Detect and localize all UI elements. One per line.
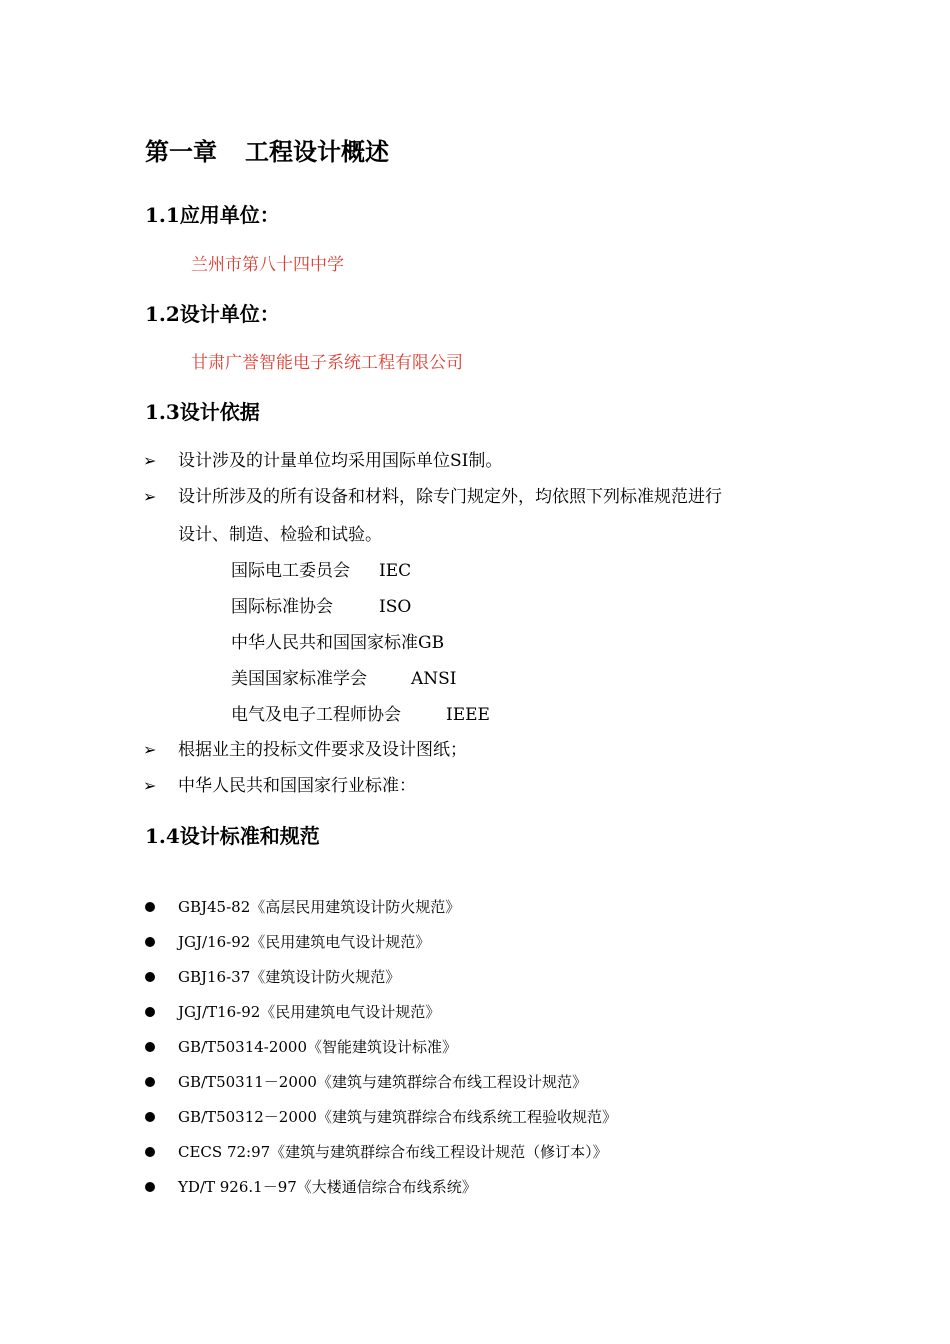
standard-org-code: GB [418, 633, 445, 653]
reference-item: GB/T50314-2000《智能建筑设计标准》 [178, 1038, 458, 1056]
basis-item-1: 设计涉及的计量单位均采用国际单位SI制。 [178, 451, 503, 471]
standard-org-code: IEEE [446, 705, 490, 725]
bullet-dot-icon [145, 1042, 155, 1052]
design-unit-value: 甘肃广誉智能电子系统工程有限公司 [191, 353, 463, 373]
chapter-title [145, 134, 389, 170]
standard-org-name: 美国国家标准学会 [231, 669, 367, 689]
bullet-dot-icon [145, 1112, 155, 1122]
arrow-bullet-icon: ➢ [143, 776, 157, 795]
section-heading-1-1: 1.1应用单位： [145, 203, 280, 227]
standard-org-name: 中华人民共和国国家标准 [231, 633, 418, 653]
bullet-dot-icon [145, 1077, 155, 1087]
arrow-bullet-icon: ➢ [143, 740, 157, 759]
application-unit-value: 兰州市第八十四中学 [191, 255, 344, 275]
standard-org-name: 电气及电子工程师协会 [231, 705, 401, 725]
standard-org-row [231, 666, 457, 692]
standard-org-row [231, 558, 411, 584]
section-heading-1-4: 1.4设计标准和规范 [145, 824, 320, 848]
section-heading-1-2: 1.2设计单位： [145, 302, 280, 326]
basis-item-3: 根据业主的投标文件要求及设计图纸； [178, 740, 467, 760]
standard-org-row [231, 630, 444, 656]
basis-item-2: 设计所涉及的所有设备和材料，除专门规定外，均依照下列标准规范进行 [178, 487, 722, 507]
reference-item: JGJ/16-92《民用建筑电气设计规范》 [178, 933, 431, 951]
reference-item: GBJ16-37《建筑设计防火规范》 [178, 968, 401, 986]
reference-item: YD/T 926.1－97《大楼通信综合布线系统》 [178, 1178, 477, 1196]
standard-org-code: ISO [379, 597, 412, 617]
standard-org-name: 国际标准协会 [231, 597, 333, 617]
arrow-bullet-icon: ➢ [143, 451, 157, 470]
bullet-dot-icon [145, 972, 155, 982]
basis-item-4: 中华人民共和国国家行业标准： [178, 776, 416, 796]
standard-org-row [231, 702, 490, 728]
bullet-dot-icon [145, 902, 155, 912]
arrow-bullet-icon: ➢ [143, 487, 157, 506]
bullet-dot-icon [145, 937, 155, 947]
standard-org-code: ANSI [411, 669, 457, 689]
basis-item-2-continued: 设计、制造、检验和试验。 [178, 525, 382, 545]
standard-org-row [231, 594, 411, 620]
bullet-dot-icon [145, 1007, 155, 1017]
standard-org-code: IEC [379, 561, 412, 581]
chapter-number: 第一章 [145, 137, 217, 166]
bullet-dot-icon [145, 1182, 155, 1192]
reference-item: GBJ45-82《高层民用建筑设计防火规范》 [178, 898, 461, 916]
reference-item: JGJ/T16-92《民用建筑电气设计规范》 [178, 1003, 441, 1021]
bullet-dot-icon [145, 1147, 155, 1157]
section-heading-1-3: 1.3设计依据 [145, 400, 260, 424]
reference-item: GB/T50311－2000《建筑与建筑群综合布线工程设计规范》 [178, 1073, 587, 1091]
chapter-name: 工程设计概述 [245, 137, 389, 166]
standard-org-name: 国际电工委员会 [231, 561, 350, 581]
reference-item: GB/T50312－2000《建筑与建筑群综合布线系统工程验收规范》 [178, 1108, 617, 1126]
reference-item: CECS 72:97《建筑与建筑群综合布线工程设计规范（修订本）》 [178, 1143, 608, 1161]
